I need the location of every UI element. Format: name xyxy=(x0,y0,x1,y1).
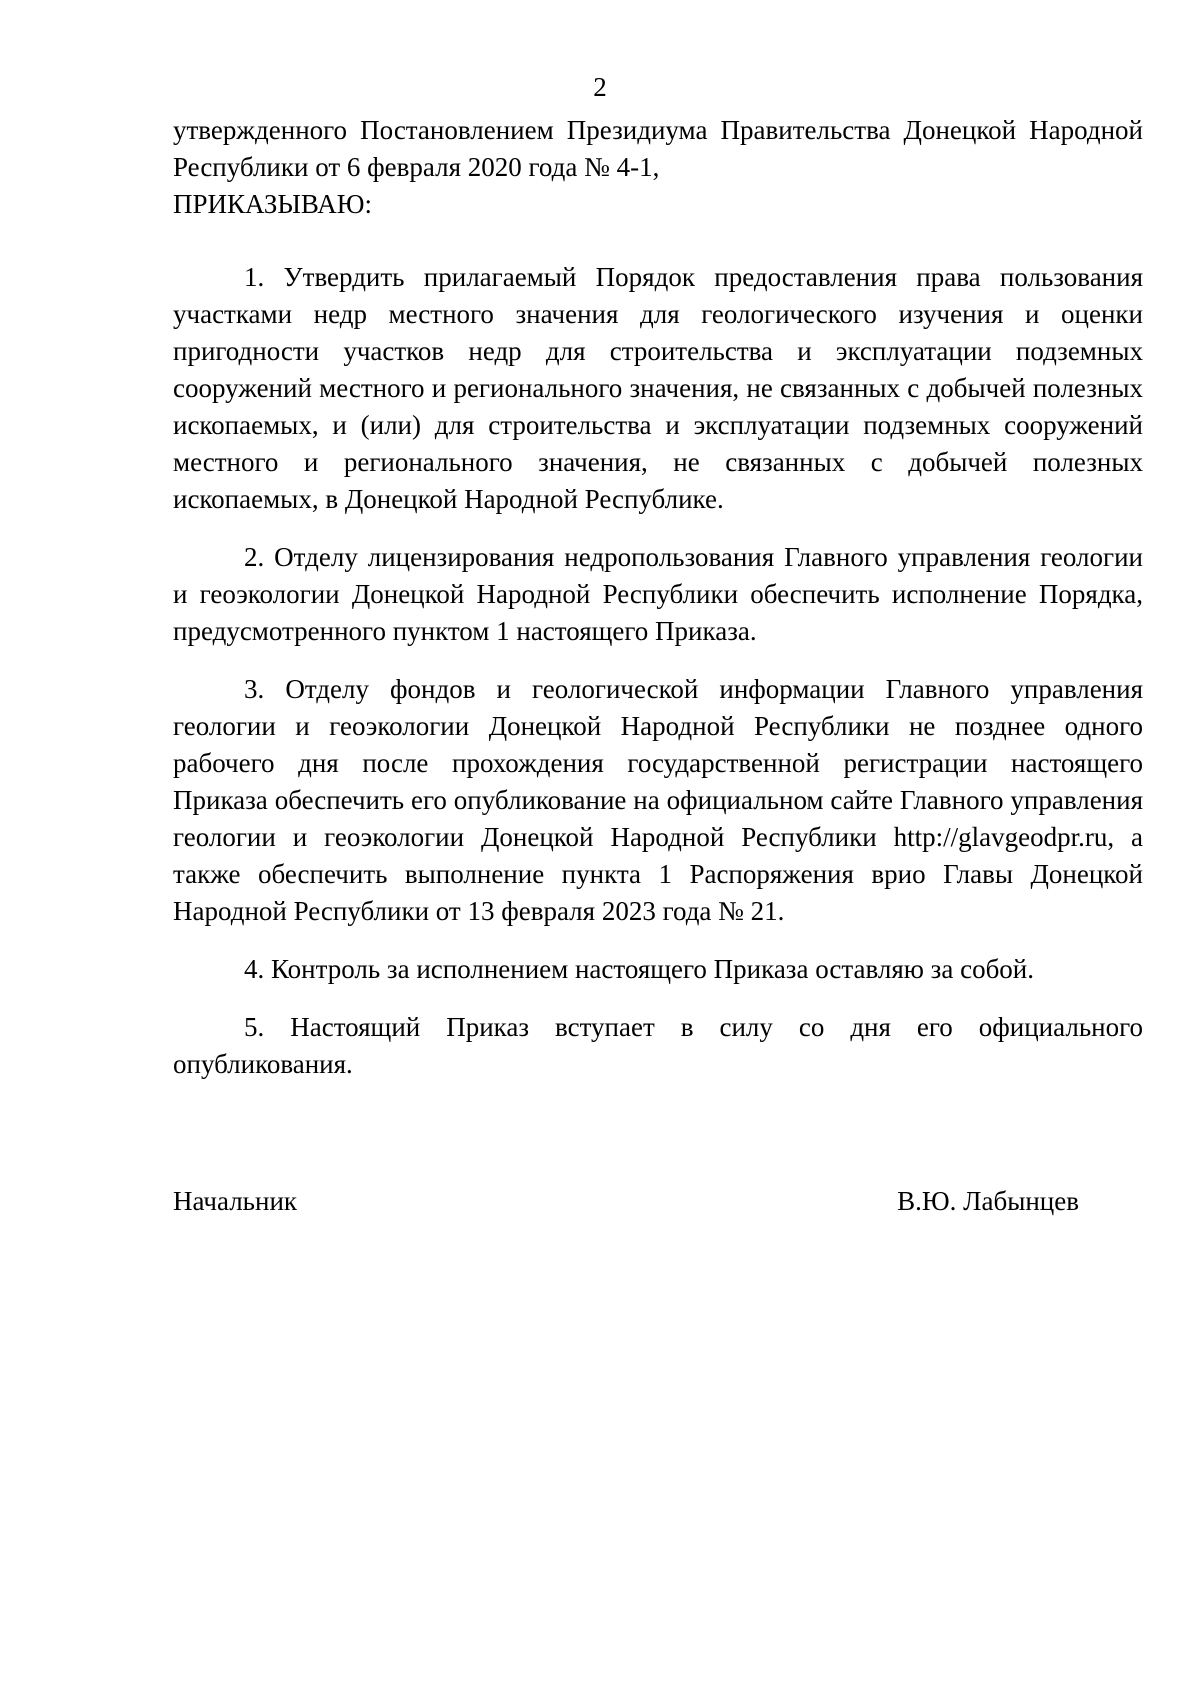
order-item-3: 3. Отделу фондов и геологической информации Главного управления геологии и геоэкологии Донецкой Народной Республики не позднее одного рабочего дня после прохождения государственной регистрации настоящего Приказа обеспечить его опубликование на официальном сайте Главного управления геологии и геоэкологии Донецкой Народной Республики http://glavgeodpr.ru, а также обеспечить выполнение пункта 1 Распоряжения врио Главы Донецкой Народной Республики от 13 февраля 2023 года № 21. xyxy=(173,674,1143,926)
order-item-1: 1. Утвердить прилагаемый Порядок предоставления права пользования участками недр местного значения для геологического изучения и оценки пригодности участков недр для строительства и эксплуатации подземных сооружений местного и регионального значения, не связанных с добычей полезных ископаемых, и (или) для строительства и эксплуатации подземных сооружений местного и регионального значения, не связанных с добычей полезных ископаемых, в Донецкой Народной Республике. xyxy=(173,262,1143,514)
order-item-2: 2. Отделу лицензирования недропользования Главного управления геологии и геоэкологии Донецкой Народной Республики обеспечить исполнение Порядка, предусмотренного пунктом 1 настоящего Приказа. xyxy=(173,542,1143,646)
document-body xyxy=(173,112,1143,1083)
intro-paragraph: утвержденного Постановлением Президиума Правительства Донецкой Народной Республики от 6 февраля 2020 года № 4-1, xyxy=(173,115,1143,182)
order-item-4: 4. Контроль за исполнением настоящего Приказа оставляю за собой. xyxy=(244,954,1035,984)
signatory-position: Начальник xyxy=(173,1186,298,1216)
order-item-5: 5. Настоящий Приказ вступает в силу со дня его официального опубликования. xyxy=(173,1012,1143,1079)
order-heading: ПРИКАЗЫВАЮ: xyxy=(173,189,372,219)
signatory-name: В.Ю. Лабынцев xyxy=(897,1186,1079,1216)
page-number: 2 xyxy=(593,72,607,102)
signature-block xyxy=(173,1183,1079,1220)
